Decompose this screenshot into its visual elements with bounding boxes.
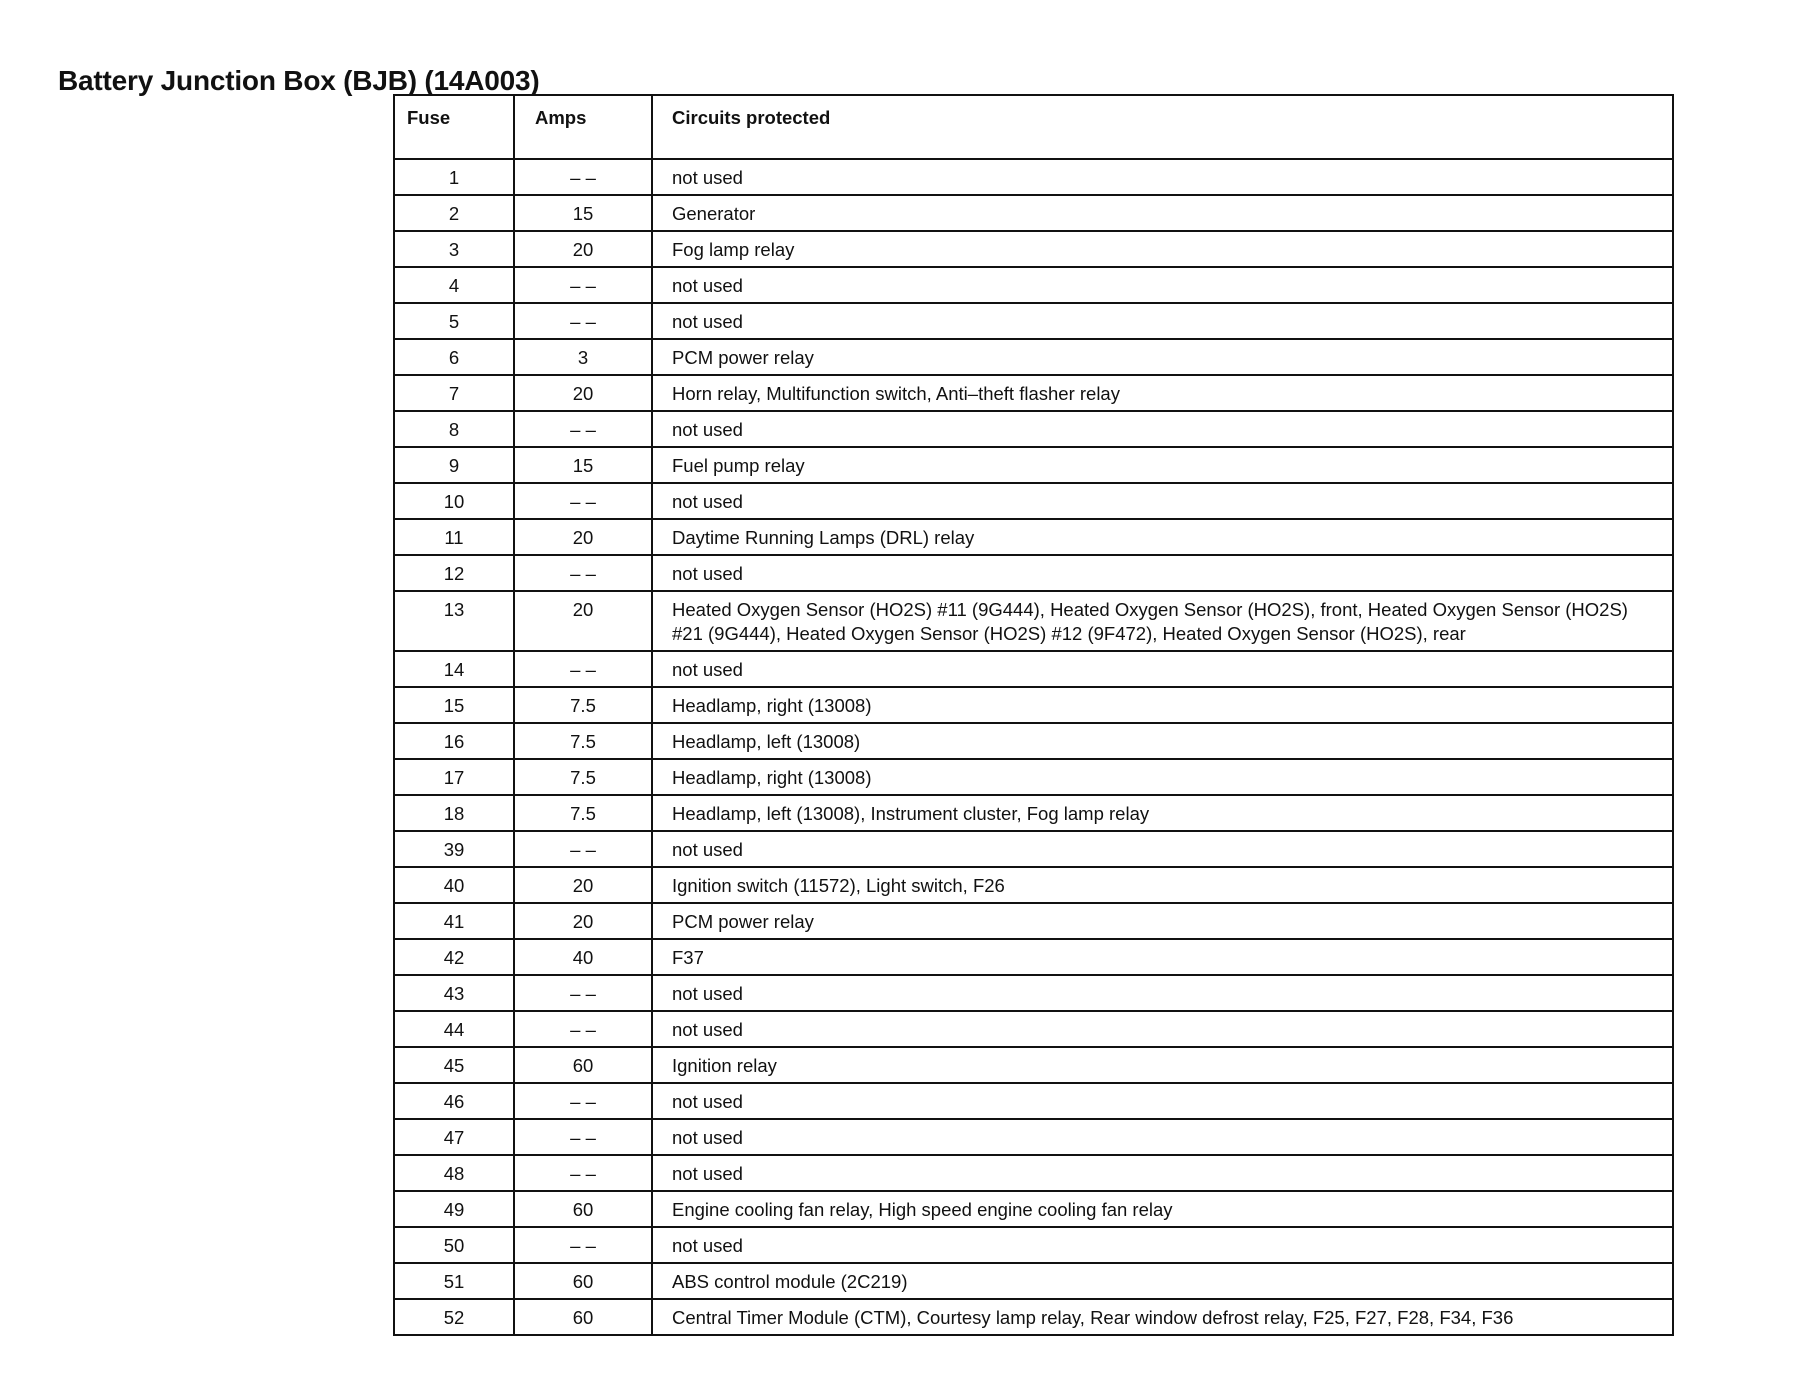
table-row [394,159,1673,195]
circuits-protected-cell: Central Timer Module (CTM), Courtesy lamp relay, Rear window defrost relay, F25, F27, F28, F34, F36 [652,1299,1673,1335]
table-row [394,339,1673,375]
amps-cell: – – [514,831,652,867]
table-row [394,1011,1673,1047]
fuse-number-cell: 9 [394,447,514,483]
amps-cell: – – [514,1119,652,1155]
amps-cell: – – [514,555,652,591]
page-title: Battery Junction Box (BJB) (14A003) [58,64,540,96]
table-row [394,651,1673,687]
fuse-number-cell: 5 [394,303,514,339]
fuse-number-cell: 16 [394,723,514,759]
fuse-number-cell: 6 [394,339,514,375]
amps-cell: – – [514,303,652,339]
table-row [394,1083,1673,1119]
circuits-protected-cell: Generator [652,195,1673,231]
table-row [394,975,1673,1011]
fuse-number-cell: 18 [394,795,514,831]
amps-cell: 20 [514,591,652,651]
fuse-number-cell: 17 [394,759,514,795]
circuits-protected-cell: PCM power relay [652,903,1673,939]
table-row [394,687,1673,723]
fuse-number-cell: 4 [394,267,514,303]
fuse-number-cell: 48 [394,1155,514,1191]
fuse-number-cell: 45 [394,1047,514,1083]
circuits-protected-cell: not used [652,1119,1673,1155]
fuse-number-cell: 42 [394,939,514,975]
amps-cell: 7.5 [514,687,652,723]
table-row [394,447,1673,483]
amps-cell: 60 [514,1047,652,1083]
fuse-table [393,94,1674,1336]
fuse-number-cell: 12 [394,555,514,591]
header-amps: Amps [514,95,652,159]
table-row [394,411,1673,447]
header-fuse: Fuse [394,95,514,159]
amps-cell: 40 [514,939,652,975]
fuse-number-cell: 44 [394,1011,514,1047]
amps-cell: 60 [514,1299,652,1335]
circuits-protected-cell: not used [652,651,1673,687]
table-row [394,1263,1673,1299]
fuse-number-cell: 51 [394,1263,514,1299]
amps-cell: 3 [514,339,652,375]
amps-cell: – – [514,483,652,519]
table-row [394,483,1673,519]
amps-cell: – – [514,651,652,687]
table-row [394,1299,1673,1335]
amps-cell: 15 [514,447,652,483]
table-row [394,267,1673,303]
circuits-protected-cell: Engine cooling fan relay, High speed engine cooling fan relay [652,1191,1673,1227]
table-row [394,723,1673,759]
circuits-protected-cell: not used [652,555,1673,591]
circuits-protected-cell: not used [652,1227,1673,1263]
table-row [394,195,1673,231]
fuse-number-cell: 14 [394,651,514,687]
amps-cell: 60 [514,1263,652,1299]
table-row [394,759,1673,795]
circuits-protected-cell: not used [652,303,1673,339]
circuits-protected-cell: not used [652,411,1673,447]
amps-cell: 7.5 [514,795,652,831]
circuits-protected-cell: not used [652,159,1673,195]
circuits-protected-cell: Horn relay, Multifunction switch, Anti–theft flasher relay [652,375,1673,411]
amps-cell: – – [514,411,652,447]
amps-cell: – – [514,159,652,195]
table-row [394,867,1673,903]
table-row [394,939,1673,975]
fuse-number-cell: 41 [394,903,514,939]
amps-cell: 20 [514,903,652,939]
circuits-protected-cell: not used [652,1155,1673,1191]
amps-cell: 7.5 [514,723,652,759]
amps-cell: – – [514,1083,652,1119]
fuse-number-cell: 7 [394,375,514,411]
circuits-protected-cell: Ignition relay [652,1047,1673,1083]
fuse-number-cell: 8 [394,411,514,447]
table-row [394,1191,1673,1227]
table-row [394,795,1673,831]
circuits-protected-cell: Headlamp, left (13008), Instrument cluster, Fog lamp relay [652,795,1673,831]
amps-cell: 20 [514,231,652,267]
amps-cell: 20 [514,375,652,411]
table-row [394,555,1673,591]
circuits-protected-cell: not used [652,1011,1673,1047]
fuse-number-cell: 10 [394,483,514,519]
circuits-protected-cell: Daytime Running Lamps (DRL) relay [652,519,1673,555]
table-row [394,303,1673,339]
table-row [394,1227,1673,1263]
fuse-number-cell: 43 [394,975,514,1011]
fuse-number-cell: 50 [394,1227,514,1263]
amps-cell: – – [514,1155,652,1191]
fuse-number-cell: 52 [394,1299,514,1335]
circuits-protected-cell: not used [652,267,1673,303]
table-row [394,231,1673,267]
circuits-protected-cell: Headlamp, right (13008) [652,687,1673,723]
fuse-number-cell: 49 [394,1191,514,1227]
circuits-protected-cell: Heated Oxygen Sensor (HO2S) #11 (9G444), Heated Oxygen Sensor (HO2S), front, Heated Oxygen Sensor (HO2S) #21 (9G444), Heated Oxygen Sensor (HO2S) #12 (9F472), Heated Oxygen Sensor (HO2S), rear [652,591,1673,651]
circuits-protected-cell: ABS control module (2C219) [652,1263,1673,1299]
amps-cell: 20 [514,867,652,903]
circuits-protected-cell: Fog lamp relay [652,231,1673,267]
fuse-number-cell: 11 [394,519,514,555]
table-row [394,375,1673,411]
fuse-number-cell: 47 [394,1119,514,1155]
amps-cell: 7.5 [514,759,652,795]
header-circuits-protected: Circuits protected [652,95,1673,159]
table-row [394,831,1673,867]
fuse-number-cell: 1 [394,159,514,195]
amps-cell: – – [514,267,652,303]
table-row [394,519,1673,555]
amps-cell: 20 [514,519,652,555]
circuits-protected-cell: PCM power relay [652,339,1673,375]
table-body [394,159,1673,1335]
table-row [394,591,1673,651]
circuits-protected-cell: Fuel pump relay [652,447,1673,483]
table-row [394,1155,1673,1191]
circuits-protected-cell: F37 [652,939,1673,975]
circuits-protected-cell: not used [652,1083,1673,1119]
table-row [394,1119,1673,1155]
circuits-protected-cell: Headlamp, right (13008) [652,759,1673,795]
circuits-protected-cell: not used [652,483,1673,519]
table-row [394,1047,1673,1083]
circuits-protected-cell: not used [652,831,1673,867]
circuits-protected-cell: not used [652,975,1673,1011]
fuse-number-cell: 3 [394,231,514,267]
amps-cell: 60 [514,1191,652,1227]
fuse-number-cell: 39 [394,831,514,867]
fuse-number-cell: 13 [394,591,514,651]
table-row [394,903,1673,939]
amps-cell: – – [514,975,652,1011]
amps-cell: 15 [514,195,652,231]
circuits-protected-cell: Ignition switch (11572), Light switch, F26 [652,867,1673,903]
fuse-number-cell: 15 [394,687,514,723]
table-header-row [394,95,1673,159]
amps-cell: – – [514,1227,652,1263]
fuse-number-cell: 46 [394,1083,514,1119]
amps-cell: – – [514,1011,652,1047]
fuse-number-cell: 2 [394,195,514,231]
circuits-protected-cell: Headlamp, left (13008) [652,723,1673,759]
fuse-number-cell: 40 [394,867,514,903]
